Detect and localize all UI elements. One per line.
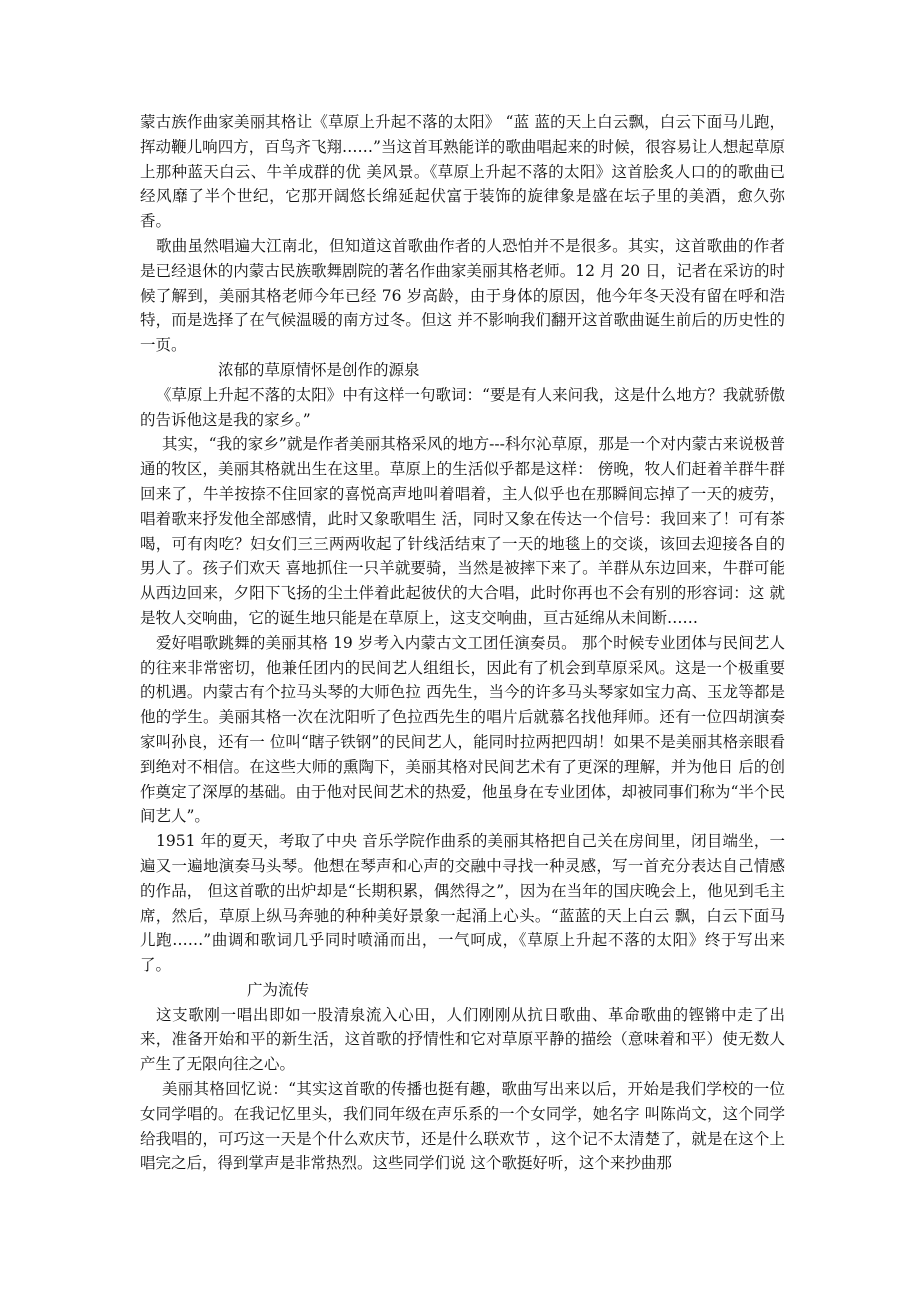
- paragraph-5: 爱好唱歌跳舞的美丽其格 19 岁考入内蒙古文工团任演奏员。 那个时候专业团体与民间艺人的往来非常密切，他兼任团内的民间艺人组组长，因此有了机会到草原采风。这是一个极重要的机遇。内蒙古有个拉马头琴的大师色拉 西先生，当今的许多马头琴家如宝力高、玉龙等都是他的学生。美丽其格一次在沈阳听了色拉西先生的唱片后就慕名找他拜师。还有一位四胡演奏家叫孙良，还有一 位叫“瞎子铁钢”的民间艺人，能同时拉两把四胡！如果不是美丽其格亲眼看到绝对不相信。在这些大师的熏陶下，美丽其格对民间艺术有了更深的理解，并为他日 后的创作奠定了深厚的基础。由于他对民间艺术的热爱，他虽身在专业团体，却被同事们称为“半个民间艺人”。: [140, 633, 785, 826]
- section-heading-1: 浓郁的草原情怀是创作的源泉: [218, 360, 420, 379]
- paragraph-4: 其实，“我的家乡”就是作者美丽其格采风的地方---科尔沁草原，那是一个对内蒙古来说极普通的牧区，美丽其格就出生在这里。草原上的生活似乎都是这样： 傍晚，牧人们赶着羊群牛群回来了，牛羊按捺不住回家的喜悦高声地叫着唱着，主人似乎也在那瞬间忘掉了一天的疲劳，唱着歌来抒发他全部感情，此时又象歌唱生 活，同时又象在传达一个信号：我回来了！可有茶喝，可有肉吃？妇女们三三两两收起了针线活结束了一天的地毯上的交谈，该回去迎接各自的男人了。孩子们欢天 喜地抓住一只羊就要骑，当然是被摔下来了。羊群从东边回来，牛群可能从西边回来，夕阳下飞扬的尘土伴着此起彼伏的大合唱，此时你再也不会有别的形容词：这 就是牧人交响曲，它的诞生地只能是在草原上，这支交响曲，亘古延绵从未间断……: [140, 435, 785, 627]
- paragraph-7: 这支歌刚一唱出即如一股清泉流入心田，人们刚刚从抗日歌曲、革命歌曲的铿锵中走了出来，准备开始和平的新生活，这首歌的抒情性和它对草原平静的描绘（意味着和平）使无数人产生了无限向往之心。: [140, 1005, 785, 1074]
- paragraph-2: 歌曲虽然唱遍大江南北，但知道这首歌曲作者的人恐怕并不是很多。其实，这首歌曲的作者是已经退休的内蒙古民族歌舞剧院的著名作曲家美丽其格老师。12 月 20 日，记者在采访的时候了解到，美丽其格老师今年已经 76 岁高龄，由于身体的原因，他今年冬天没有留在呼和浩特，而是选择了在气候温暖的南方过冬。但这 并不影响我们翻开这首歌曲诞生前后的历史性的一页。: [140, 236, 785, 355]
- section-heading-2: 广为流传: [247, 980, 310, 999]
- paragraph-3: 《草原上升起不落的太阳》中有这样一句歌词：“要是有人来问我，这是什么地方？我就骄傲的告诉他这是我的家乡。”: [140, 385, 785, 429]
- paragraph-6: 1951 年的夏天，考取了中央 音乐学院作曲系的美丽其格把自己关在房间里，闭目端坐，一遍又一遍地演奏马头琴。他想在琴声和心声的交融中寻找一种灵感，写一首充分表达自己情感的作品， 但这首歌的出炉却是“长期积累，偶然得之”，因为在当年的国庆晚会上，他见到毛主席，然后，草原上纵马奔驰的种种美好景象一起涌上心头。“蓝蓝的天上白云 飘，白云下面马儿跑……”曲调和歌词几乎同时喷涌而出，一气呵成，《草原上升起不落的太阳》终于写出来了。: [140, 832, 785, 975]
- paragraph-8: 美丽其格回忆说：“其实这首歌的传播也挺有趣，歌曲写出来以后，开始是我们学校的一位女同学唱的。在我记忆里头，我们同年级在声乐系的一个女同学，她名字 叫陈尚文，这个同学给我唱的，可巧这一天是个什么欢庆节，还是什么联欢节 ，这个记不太清楚了，就是在这个上唱完之后，得到掌声是非常热烈。这些同学们说 这个歌挺好听，这个来抄曲那: [140, 1080, 785, 1173]
- paragraph-1: 蒙古族作曲家美丽其格让《草原上升起不落的太阳》 “蓝 蓝的天上白云飘，白云下面马儿跑，挥动鞭儿响四方，百鸟齐飞翔……”当这首耳熟能详的歌曲唱起来的时候，很容易让人想起草原上那种蓝天白云、牛羊成群的优 美风景。《草原上升起不落的太阳》这首脍炙人口的的歌曲已经风靡了半个世纪，它那开阔悠长绵延起伏富于装饰的旋律象是盛在坛子里的美酒，愈久弥香。: [140, 113, 785, 231]
- article-body: [140, 110, 785, 1176]
